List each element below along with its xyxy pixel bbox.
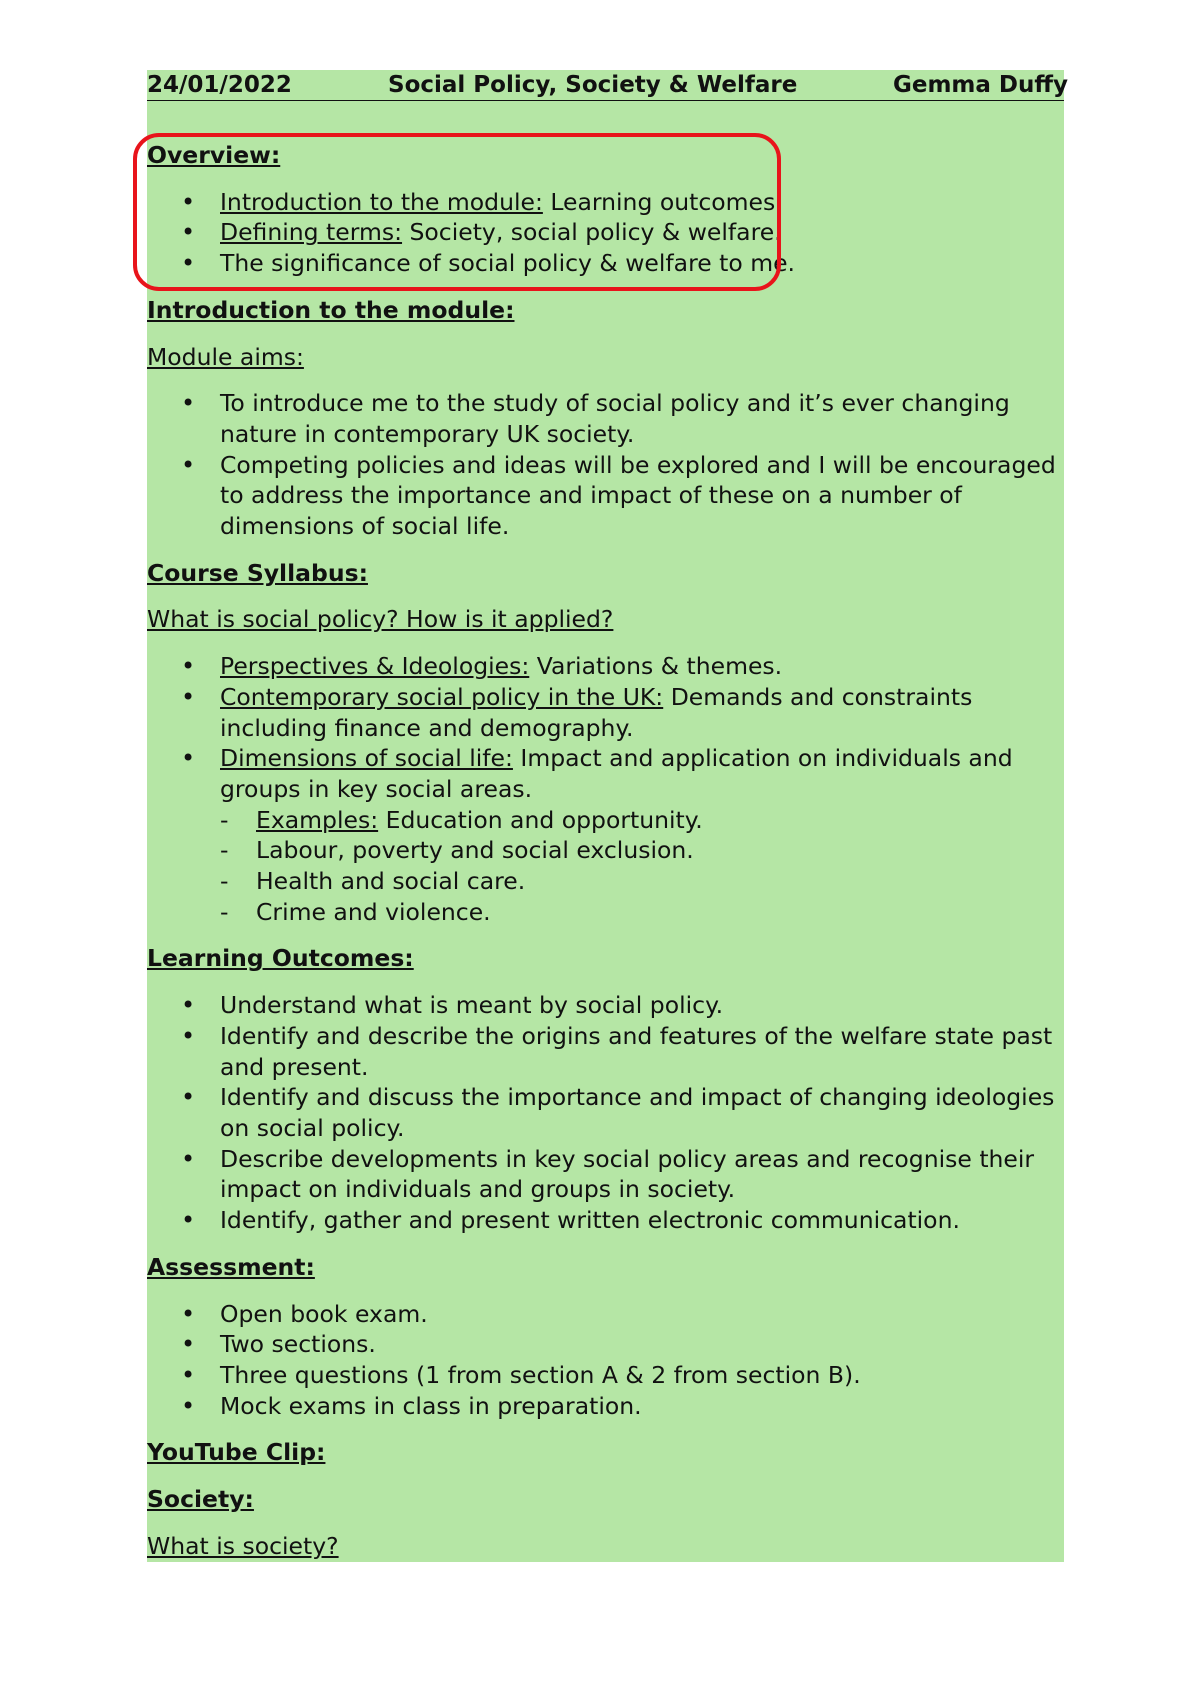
overview-heading: Overview:	[147, 141, 281, 169]
item-text: Demands and constraints including finance and demography.	[220, 682, 973, 742]
item-lead: Examples:	[256, 805, 379, 834]
outcomes-list	[147, 990, 1064, 1236]
list-item: • Identify and discuss the importance and impact of changing ideologies on social policy.	[147, 1082, 1064, 1143]
item-text: Learning outcomes.	[542, 187, 783, 216]
document-body	[147, 140, 1064, 1577]
item-text: The significance of social policy & welfare to me.	[220, 249, 796, 278]
youtube-heading: YouTube Clip:	[147, 1438, 326, 1467]
list-item: • Understand what is meant by social policy.	[147, 990, 1064, 1021]
list-item: • Identify, gather and present written electronic communication.	[147, 1205, 1064, 1236]
list-item: • Open book exam.	[147, 1299, 1064, 1330]
header-title: Social Policy, Society & Welfare	[388, 72, 798, 98]
intro-heading: Introduction to the module:	[147, 295, 515, 324]
list-item: - Labour, poverty and social exclusion.	[220, 835, 1064, 866]
document-header	[147, 70, 1068, 101]
list-item	[147, 651, 1064, 682]
examples-list	[220, 805, 1064, 928]
syllabus-list	[147, 651, 1064, 927]
item-lead: Contemporary social policy in the UK:	[220, 682, 664, 711]
list-item: • Competing policies and ideas will be explored and I will be encouraged to address the importance and impact of these on a number of dimensions of social life.	[147, 450, 1064, 542]
assessment-list	[147, 1299, 1064, 1422]
syllabus-heading: Course Syllabus:	[147, 558, 368, 587]
list-item: • To introduce me to the study of social policy and it’s ever changing nature in contemporary UK society.	[147, 388, 1064, 449]
item-lead: Defining terms:	[220, 218, 403, 247]
list-item: • Mock exams in class in preparation.	[147, 1391, 1064, 1422]
list-item: • Describe developments in key social policy areas and recognise their impact on individuals and groups in society.	[147, 1144, 1064, 1205]
header-date: 24/01/2022	[147, 72, 292, 98]
item-lead: Dimensions of social life:	[220, 744, 513, 773]
item-text: Impact and application on individuals and groups in key social areas.	[220, 744, 1013, 803]
aims-list	[147, 388, 1064, 542]
syllabus-question: What is social policy? How is it applied?	[147, 605, 614, 634]
list-item	[147, 682, 1064, 743]
item-lead: Perspectives & Ideologies:	[220, 652, 530, 681]
assessment-heading: Assessment:	[147, 1252, 315, 1281]
item-text: Variations & themes.	[529, 652, 783, 681]
list-item: • Three questions (1 from section A & 2 from section B).	[147, 1360, 1064, 1391]
list-item: • Identify and describe the origins and features of the welfare state past and present.	[147, 1021, 1064, 1082]
item-lead: Introduction to the module:	[220, 187, 543, 216]
list-item: - Crime and violence.	[220, 897, 1064, 928]
list-item	[220, 805, 1064, 836]
list-item: - Health and social care.	[220, 866, 1064, 897]
item-text: Education and opportunity.	[378, 805, 703, 834]
society-heading: Society:	[147, 1485, 254, 1514]
header-author: Gemma Duffy	[892, 72, 1068, 98]
society-question: What is society?	[147, 1531, 339, 1560]
outcomes-heading: Learning Outcomes:	[147, 944, 414, 973]
module-aims-heading: Module aims:	[147, 342, 304, 371]
item-text: Society, social policy & welfare.	[402, 218, 782, 247]
list-item	[147, 743, 1064, 927]
list-item: • Two sections.	[147, 1329, 1064, 1360]
highlight-annotation	[133, 133, 781, 291]
